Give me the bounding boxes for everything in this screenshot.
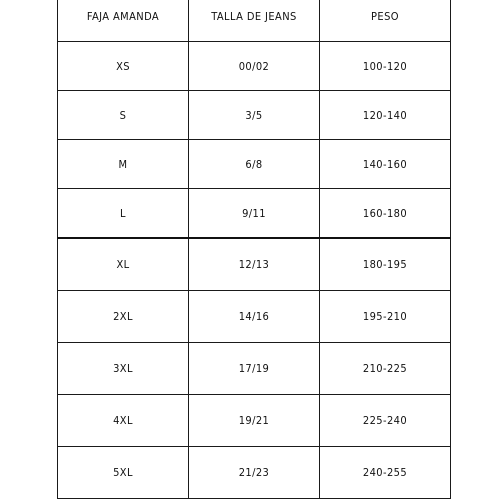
cell-peso: 210-225 [320,343,451,395]
cell-faja: 5XL [58,447,189,499]
table-row [58,42,451,91]
cell-faja: M [58,140,189,189]
cell-peso: 100-120 [320,42,451,91]
table-row [58,395,451,447]
cell-talla-jeans: 00/02 [189,42,320,91]
table-row [58,140,451,189]
table-row [58,447,451,499]
header-row [58,0,451,42]
cell-peso: 160-180 [320,189,451,239]
header-faja: FAJA AMANDA [58,0,189,42]
cell-faja: L [58,189,189,239]
cell-talla-jeans: 12/13 [189,238,320,291]
cell-faja: S [58,91,189,140]
cell-peso: 195-210 [320,291,451,343]
table-row [58,189,451,239]
header-talla-jeans: TALLA DE JEANS [189,0,320,42]
table-row [58,238,451,291]
cell-peso: 180-195 [320,238,451,291]
table-row [58,343,451,395]
cell-talla-jeans: 9/11 [189,189,320,239]
cell-faja: 3XL [58,343,189,395]
cell-peso: 120-140 [320,91,451,140]
cell-talla-jeans: 21/23 [189,447,320,499]
cell-faja: XL [58,238,189,291]
header-peso: PESO [320,0,451,42]
cell-faja: 2XL [58,291,189,343]
cell-talla-jeans: 6/8 [189,140,320,189]
cell-faja: 4XL [58,395,189,447]
cell-talla-jeans: 3/5 [189,91,320,140]
cell-peso: 240-255 [320,447,451,499]
cell-talla-jeans: 17/19 [189,343,320,395]
cell-peso: 140-160 [320,140,451,189]
cell-faja: XS [58,42,189,91]
table-row [58,91,451,140]
cell-peso: 225-240 [320,395,451,447]
table-row [58,291,451,343]
cell-talla-jeans: 14/16 [189,291,320,343]
size-chart-table [57,0,451,499]
cell-talla-jeans: 19/21 [189,395,320,447]
